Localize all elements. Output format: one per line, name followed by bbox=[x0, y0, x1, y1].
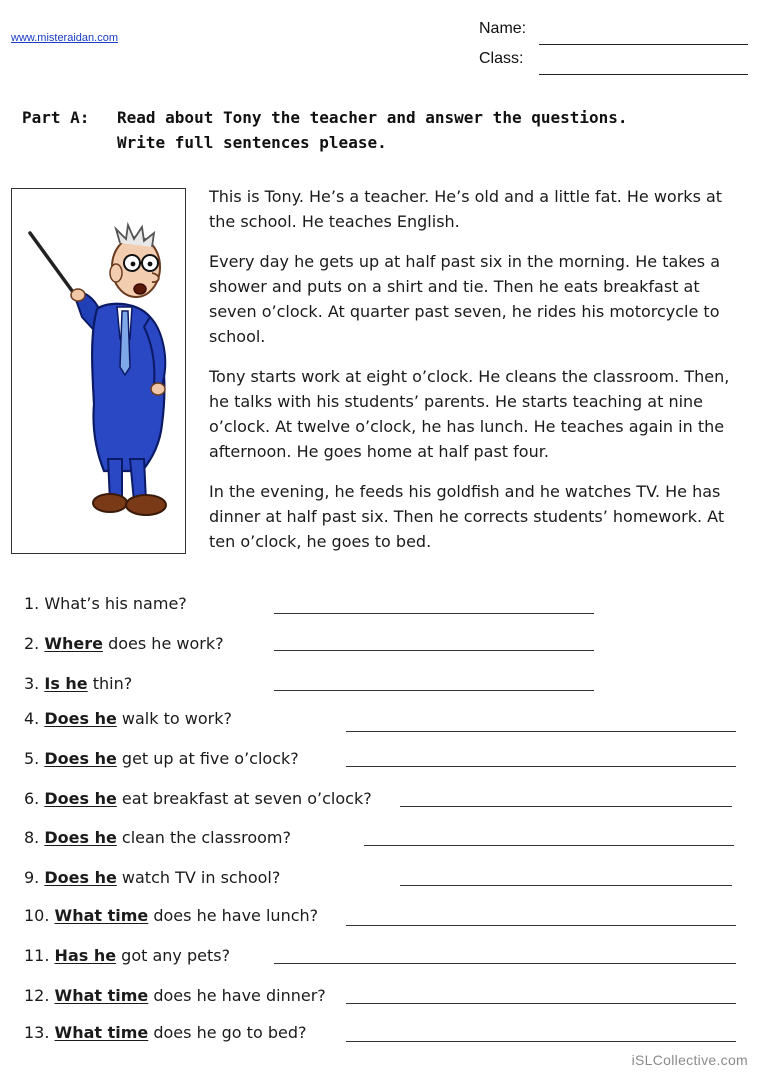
question-number: 5. bbox=[24, 749, 40, 768]
question-12 bbox=[24, 985, 326, 1007]
question-number: 3. bbox=[24, 674, 40, 693]
question-6 bbox=[24, 788, 372, 810]
picture-frame bbox=[11, 188, 186, 554]
question-keyword: Has he bbox=[54, 946, 117, 965]
name-label: Name: bbox=[479, 20, 527, 37]
answer-line-6[interactable] bbox=[400, 806, 732, 807]
question-number: 8. bbox=[24, 828, 40, 847]
question-number: 1. bbox=[24, 594, 40, 613]
question-number: 10. bbox=[24, 906, 50, 925]
question-text: thin? bbox=[87, 674, 133, 693]
question-keyword: Does he bbox=[44, 828, 117, 847]
part-label: Part A: bbox=[22, 108, 90, 127]
question-keyword: Does he bbox=[44, 868, 117, 887]
question-keyword: What time bbox=[54, 906, 149, 925]
question-number: 12. bbox=[24, 986, 50, 1005]
question-3 bbox=[24, 673, 132, 695]
answer-line-3[interactable] bbox=[274, 690, 594, 691]
instruction-line-2: Write full sentences please. bbox=[117, 133, 387, 152]
question-2 bbox=[24, 633, 224, 655]
question-10 bbox=[24, 905, 318, 927]
question-keyword: Where bbox=[44, 634, 103, 653]
watermark: iSLCollective.com bbox=[631, 1052, 748, 1068]
answer-line-2[interactable] bbox=[274, 650, 594, 651]
reading-paragraph-4: In the evening, he feeds his goldfish and he watches TV. He has dinner at half past six. Then he corrects students’ homework. At ten o’clock, he goes to bed. bbox=[209, 482, 725, 551]
question-8 bbox=[24, 827, 291, 849]
site-link[interactable]: www.misteraidan.com bbox=[11, 32, 118, 44]
question-text: eat breakfast at seven o’clock? bbox=[116, 789, 372, 808]
instruction-line-1: Read about Tony the teacher and answer the questions. bbox=[117, 108, 628, 127]
question-text: walk to work? bbox=[116, 709, 232, 728]
question-number: 2. bbox=[24, 634, 40, 653]
reading-paragraph-1: This is Tony. He’s a teacher. He’s old and a little fat. He works at the school. He teaches English. bbox=[209, 187, 723, 231]
reading-passage bbox=[209, 184, 749, 569]
answer-line-4[interactable] bbox=[346, 731, 736, 732]
question-keyword: Is he bbox=[44, 674, 88, 693]
question-4 bbox=[24, 708, 232, 730]
question-text: does he work? bbox=[103, 634, 224, 653]
answer-line-11[interactable] bbox=[274, 963, 736, 964]
question-1 bbox=[24, 593, 187, 615]
question-number: 11. bbox=[24, 946, 50, 965]
question-number: 6. bbox=[24, 789, 40, 808]
question-keyword: What time bbox=[54, 1023, 149, 1042]
reading-paragraph-2: Every day he gets up at half past six in the morning. He takes a shower and puts on a shirt and tie. Then he eats breakfast at seven o’clock. At quarter past seven, he rides his motorcycle to school. bbox=[209, 252, 721, 346]
answer-line-9[interactable] bbox=[400, 885, 732, 886]
class-field[interactable] bbox=[539, 74, 748, 75]
question-text: What’s his name? bbox=[44, 594, 187, 613]
name-field[interactable] bbox=[539, 44, 748, 45]
question-9 bbox=[24, 867, 280, 889]
class-label: Class: bbox=[479, 50, 524, 67]
question-text: watch TV in school? bbox=[116, 868, 281, 887]
answer-line-10[interactable] bbox=[346, 925, 736, 926]
question-number: 4. bbox=[24, 709, 40, 728]
answer-line-8[interactable] bbox=[364, 845, 734, 846]
question-text: clean the classroom? bbox=[116, 828, 291, 847]
answer-line-1[interactable] bbox=[274, 613, 594, 614]
question-keyword: What time bbox=[54, 986, 149, 1005]
question-number: 9. bbox=[24, 868, 40, 887]
answer-line-5[interactable] bbox=[346, 766, 736, 767]
answer-line-12[interactable] bbox=[346, 1003, 736, 1004]
answer-line-13[interactable] bbox=[346, 1041, 736, 1042]
question-11 bbox=[24, 945, 230, 967]
teacher-illustration-icon bbox=[12, 189, 185, 553]
question-number: 13. bbox=[24, 1023, 50, 1042]
question-text: does he have dinner? bbox=[148, 986, 326, 1005]
question-text: does he go to bed? bbox=[148, 1023, 307, 1042]
question-5 bbox=[24, 748, 299, 770]
question-keyword: Does he bbox=[44, 789, 117, 808]
question-text: got any pets? bbox=[116, 946, 231, 965]
question-keyword: Does he bbox=[44, 709, 117, 728]
question-text: does he have lunch? bbox=[148, 906, 319, 925]
question-keyword: Does he bbox=[44, 749, 117, 768]
question-13 bbox=[24, 1022, 306, 1044]
reading-paragraph-3: Tony starts work at eight o’clock. He cleans the classroom. Then, he talks with his students’ parents. He starts teaching at nine o’clock. At twelve o’clock, he has lunch. He teaches again in the afternoon. He goes home at half past four. bbox=[209, 367, 730, 461]
question-text: get up at five o’clock? bbox=[116, 749, 299, 768]
